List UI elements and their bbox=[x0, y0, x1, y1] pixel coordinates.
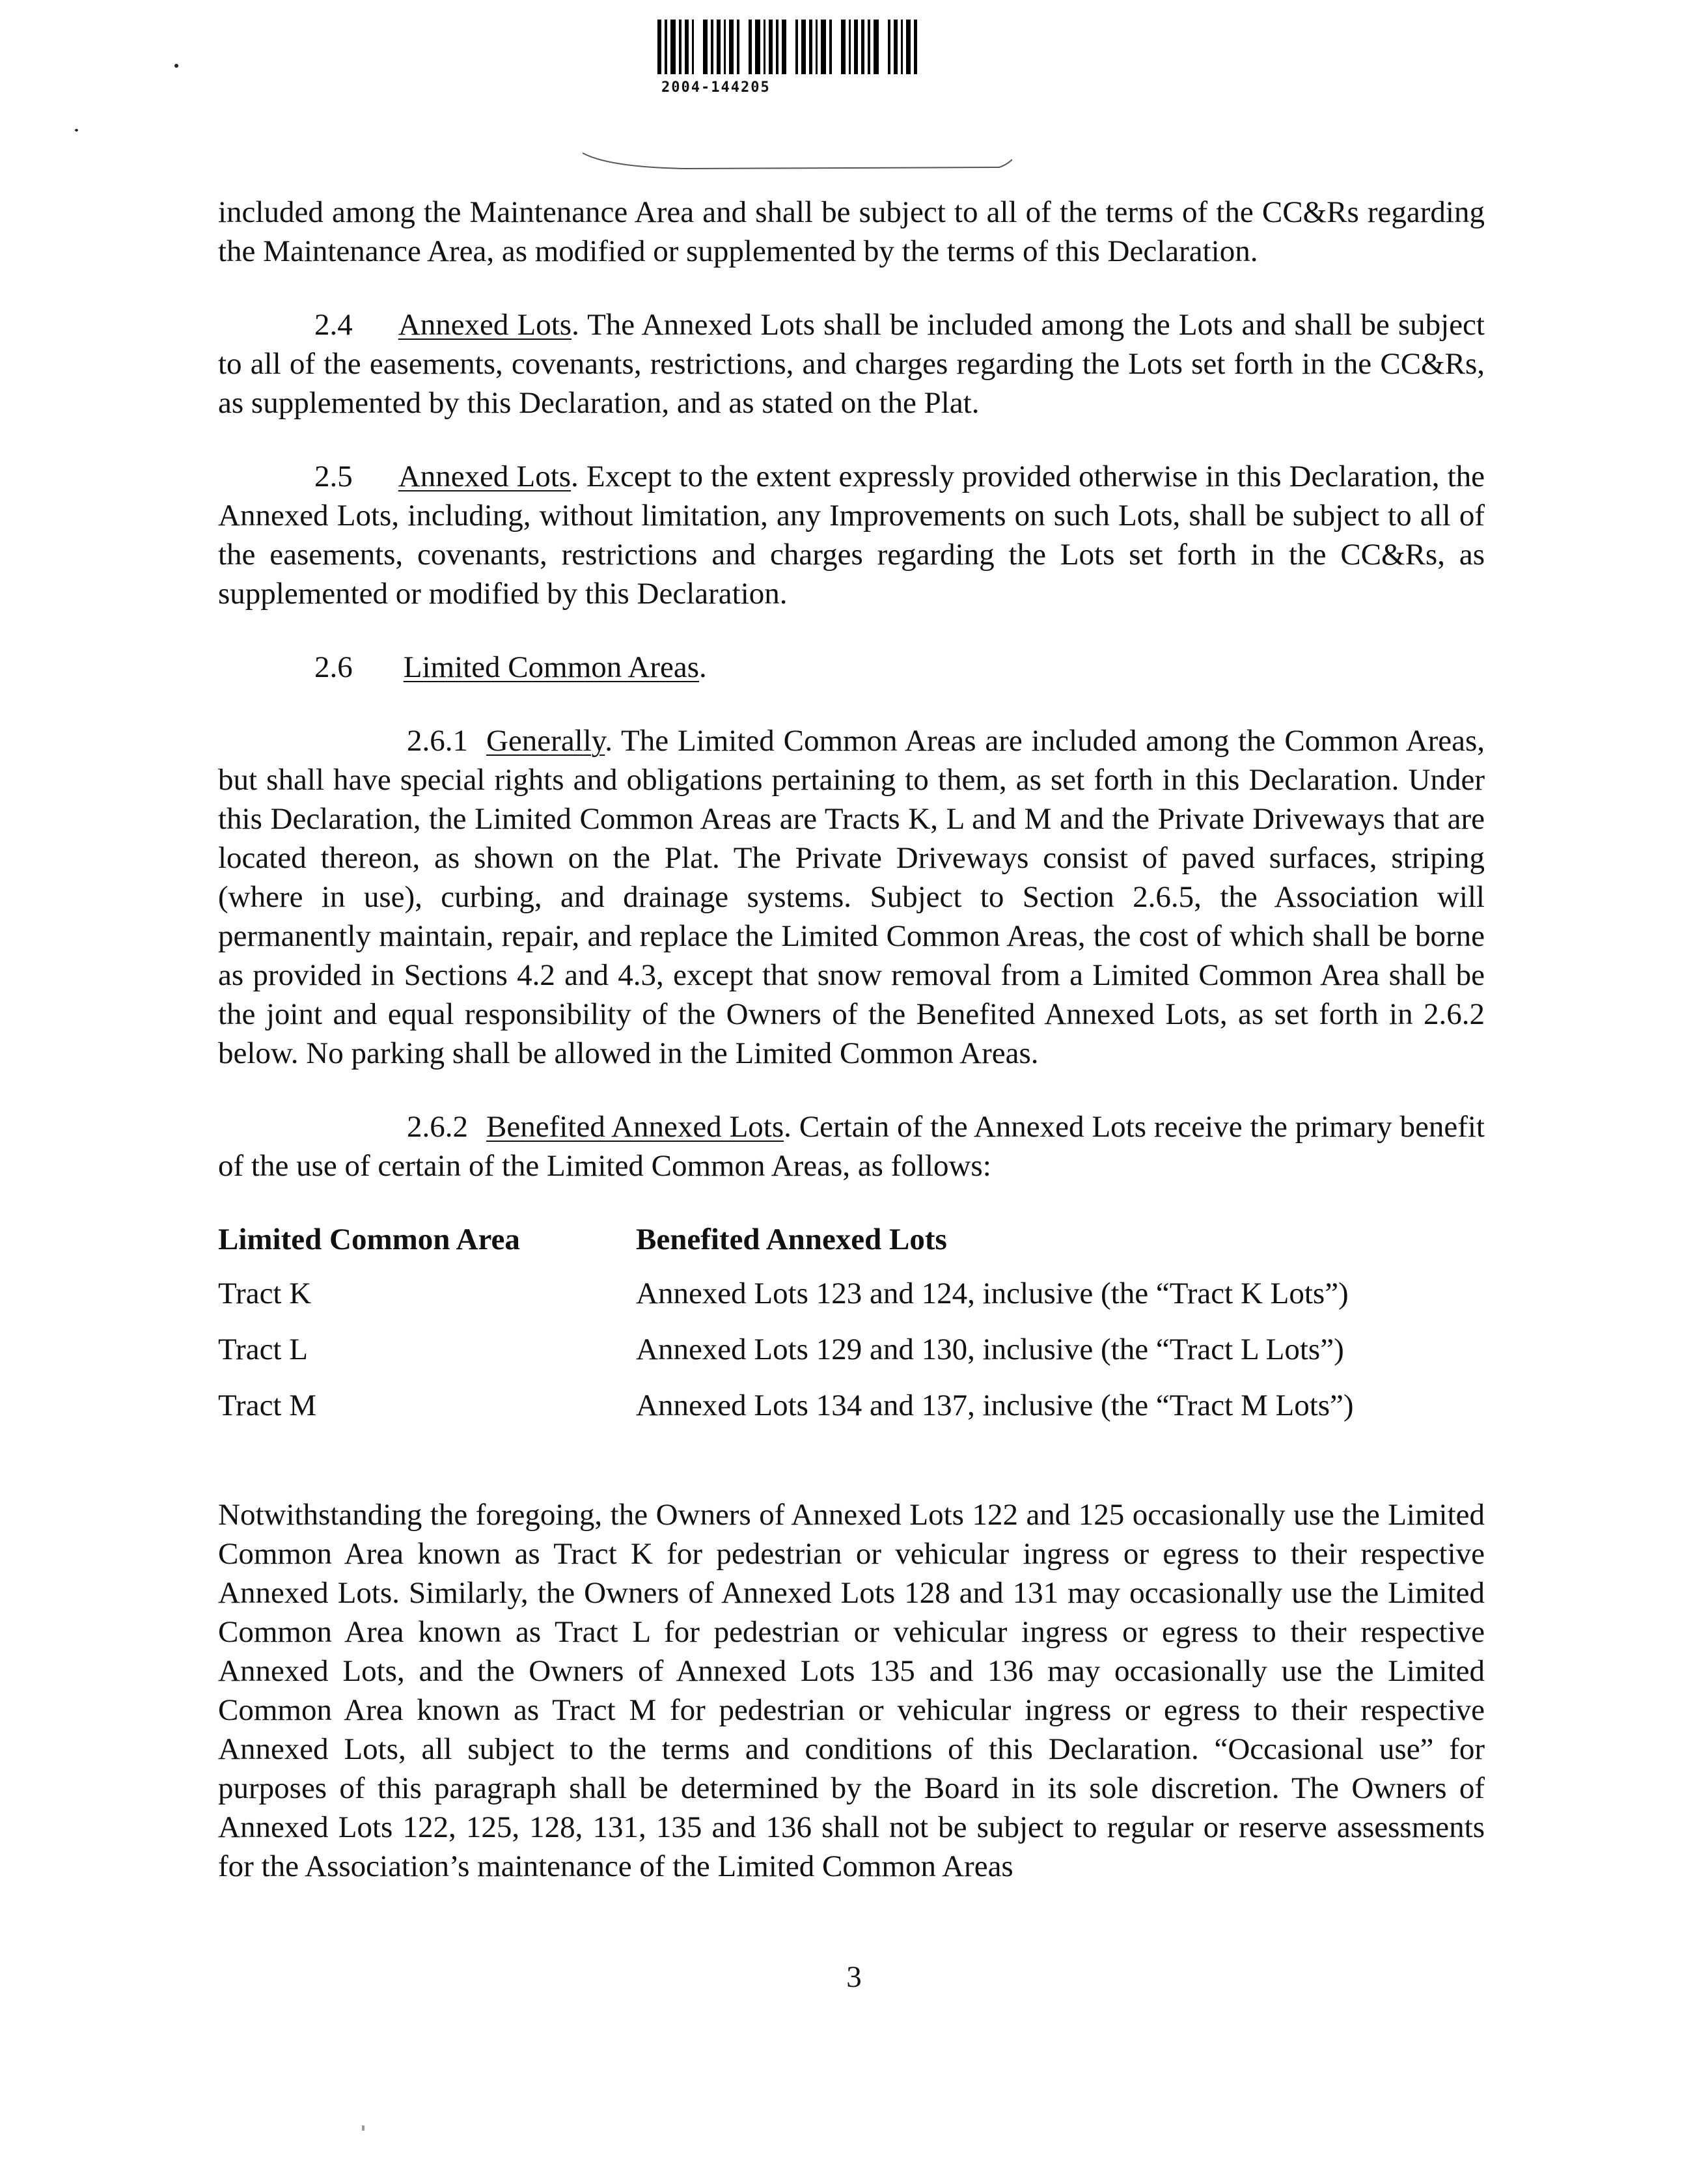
table-row bbox=[218, 1274, 1354, 1330]
table-row bbox=[218, 1386, 1354, 1442]
section-title: Annexed Lots bbox=[398, 460, 572, 493]
barcode-icon bbox=[657, 20, 957, 74]
scan-speck bbox=[362, 2125, 365, 2131]
section-number: 2.6 bbox=[314, 650, 353, 684]
recording-number: 2004-144205 bbox=[661, 79, 771, 96]
section-2-6-2 bbox=[218, 1107, 1485, 1185]
table-cell: Tract M bbox=[218, 1389, 317, 1422]
table-row bbox=[218, 1330, 1354, 1386]
section-2-6-1 bbox=[218, 721, 1485, 1073]
table-cell: Annexed Lots 123 and 124, inclusive (the “Tract K Lots”) bbox=[636, 1277, 1349, 1310]
table-cell: Annexed Lots 129 and 130, inclusive (the “Tract L Lots”) bbox=[636, 1333, 1344, 1366]
section-text: . The Limited Common Areas are included among the Common Areas, but shall have special rights and obligations pertaining to them, as set forth in this Declaration. Under this Declaration, the Limited Common Areas are Tracts K, L and M and the Private Driveways that are located thereon, as shown on the Plat. The Private Driveways consist of paved surfaces, striping (where in use), curbing, and drainage systems. Subject to Section 2.6.5, the Association will permanently maintain, repair, and replace the Limited Common Areas, the cost of which shall be borne as provided in Sections 4.2 and 4.3, except that snow removal from a Limited Common Area shall be the joint and equal responsibility of the Owners of the Benefited Annexed Lots, as set forth in 2.6.2 below. No parking shall be allowed in the Limited Common Areas. bbox=[218, 724, 1485, 1070]
page-number: 3 bbox=[846, 1960, 862, 1994]
section-text: . The Annexed Lots shall be included among the Lots and shall be subject to all of the easements, covenants, restrictions, and charges regarding the Lots set forth in the CC&Rs, as supplemented by this Declaration, and as stated on the Plat. bbox=[218, 308, 1485, 420]
table-header-cell: Benefited Annexed Lots bbox=[636, 1223, 947, 1256]
recording-barcode bbox=[657, 20, 957, 96]
section-number: 2.6.2 bbox=[407, 1110, 468, 1144]
scan-artifact-line bbox=[583, 140, 1012, 173]
table-cell: Tract L bbox=[218, 1333, 308, 1366]
section-suffix: . bbox=[699, 650, 707, 684]
section-text: . Certain of the Annexed Lots receive the primary benefit of the use of certain of the Limited Common Areas, as follows: bbox=[218, 1110, 1485, 1183]
notwithstanding-paragraph: Notwithstanding the foregoing, the Owners of Annexed Lots 122 and 125 occasionally use the Limited Common Area known as Tract K for pedestrian or vehicular ingress or egress to their respective Annexed Lots. Similarly, the Owners of Annexed Lots 128 and 131 may occasionally use the Limited Common Area known as Tract L for pedestrian or vehicular ingress or egress to their respective Annexed Lots, and the Owners of Annexed Lots 135 and 136 may occasionally use the Limited Common Area known as Tract M for pedestrian or vehicular ingress or egress to their respective Annexed Lots, all subject to the terms and conditions of this Declaration. “Occasional use” for purposes of this paragraph shall be determined by the Board in its sole discretion. The Owners of Annexed Lots 122, 125, 128, 131, 135 and 136 shall not be subject to regular or reserve assessments for the Association’s maintenance of the Limited Common Areas bbox=[218, 1498, 1485, 1883]
section-title: Benefited Annexed Lots bbox=[486, 1110, 784, 1144]
table-cell: Tract K bbox=[218, 1277, 312, 1310]
section-2-5 bbox=[218, 457, 1485, 613]
intro-paragraph: included among the Maintenance Area and shall be subject to all of the terms of the CC&Rs regarding the Maintenance Area, as modified or supplemented by the terms of this Declaration. bbox=[218, 195, 1485, 268]
section-2-4 bbox=[218, 305, 1485, 422]
section-text: . Except to the extent expressly provided otherwise in this Declaration, the Annexed Lots, including, without limitation, any Improvements on such Lots, shall be subject to all of the easements, covenants, restrictions and charges regarding the Lots set forth in the CC&Rs, as supplemented or modified by this Declaration. bbox=[218, 460, 1485, 611]
section-title: Annexed Lots bbox=[398, 308, 572, 342]
section-number: 2.6.1 bbox=[407, 724, 468, 758]
table-cell: Annexed Lots 134 and 137, inclusive (the “Tract M Lots”) bbox=[636, 1389, 1354, 1422]
scan-speck bbox=[75, 129, 78, 131]
section-2-6 bbox=[314, 648, 1485, 687]
section-title: Generally bbox=[486, 724, 605, 758]
document-body bbox=[218, 193, 1485, 1920]
section-number: 2.4 bbox=[314, 308, 353, 342]
limited-common-area-table bbox=[218, 1220, 1354, 1442]
scan-speck bbox=[174, 64, 178, 68]
section-title: Limited Common Areas bbox=[403, 650, 700, 684]
section-number: 2.5 bbox=[314, 460, 353, 493]
table-header-cell: Limited Common Area bbox=[218, 1223, 520, 1256]
table-header-row bbox=[218, 1220, 1354, 1274]
